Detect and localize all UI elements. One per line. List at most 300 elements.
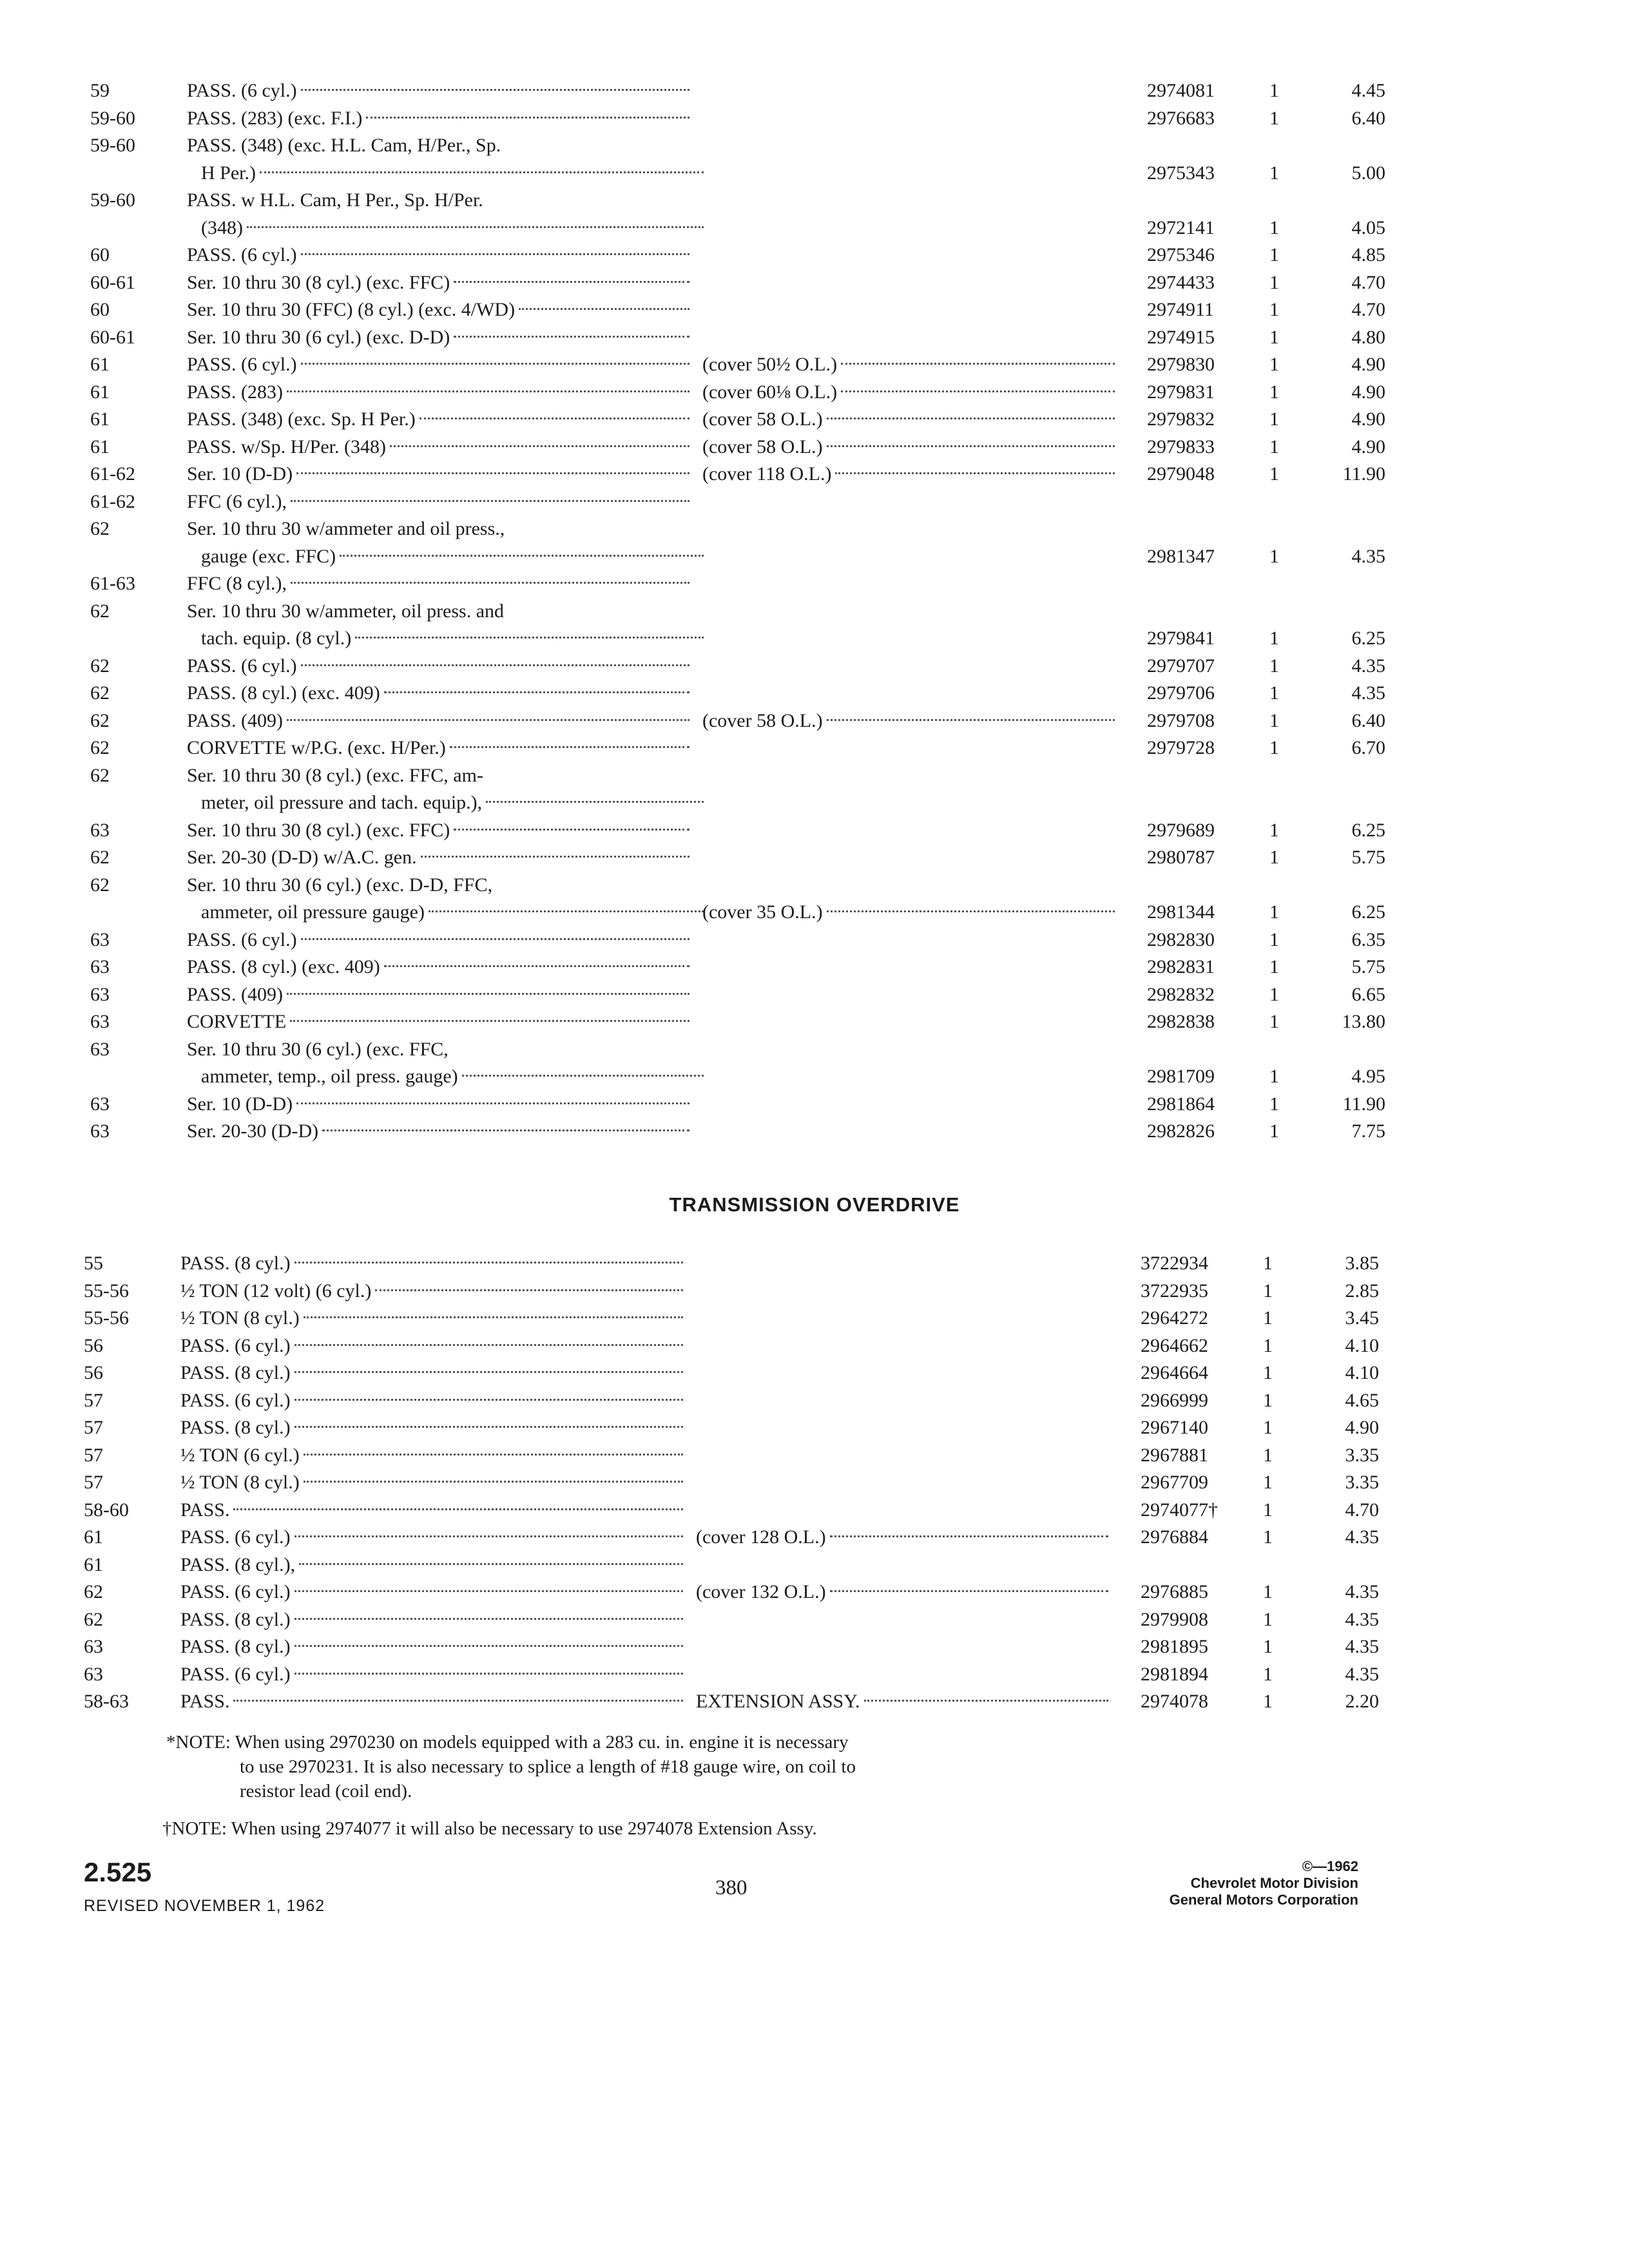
cover-spec: [709, 653, 1121, 655]
quantity: 1: [1263, 1389, 1273, 1411]
dot-leader: [366, 117, 689, 119]
publisher-block: [1170, 1858, 1358, 1908]
table-row: [90, 379, 1629, 407]
table-row: [90, 762, 1629, 817]
cover-spec: [709, 844, 1121, 846]
overdrive-parts-table: [84, 1250, 1629, 1740]
cover-spec: [702, 1360, 1115, 1361]
list-price: 4.90: [1351, 381, 1385, 403]
dot-leader: [384, 965, 689, 967]
model-description-text: PASS. (8 cyl.): [180, 1362, 291, 1383]
dot-leader: [294, 1590, 683, 1592]
cover-spec-text: (cover 50½ O.L.): [702, 354, 838, 375]
quantity: 1: [1269, 709, 1279, 731]
publisher-division: Chevrolet Motor Division: [1190, 1875, 1358, 1891]
part-number: 2976885: [1141, 1581, 1208, 1602]
dot-leader: [301, 938, 689, 940]
quantity: 1: [1263, 1499, 1273, 1521]
part-number: 2967881: [1141, 1444, 1208, 1466]
year-range: 62: [90, 518, 110, 539]
cover-spec: [702, 899, 1115, 926]
part-number: 2979689: [1147, 819, 1215, 841]
part-number: 2974081: [1147, 80, 1215, 101]
dot-leader: [294, 1618, 683, 1620]
part-number: 2979708: [1147, 709, 1215, 731]
table-row: [90, 434, 1629, 461]
model-description-text: Ser. 10 (D-D): [187, 1093, 293, 1115]
table-row: [84, 1497, 1629, 1524]
model-description-text: ammeter, oil pressure gauge): [201, 901, 425, 923]
quantity: 1: [1269, 1093, 1279, 1115]
dot-leader: [294, 1344, 683, 1346]
model-description-text: ½ TON (8 cyl.): [180, 1472, 300, 1493]
model-description-text: PASS. (348) (exc. Sp. H Per.): [187, 408, 416, 430]
model-description: [187, 680, 689, 707]
dot-leader: [450, 746, 689, 748]
note-line: resistor lead (coil end).: [240, 1781, 412, 1802]
model-description: [187, 1008, 689, 1035]
dot-leader: [294, 1262, 683, 1264]
table-row: [90, 598, 1629, 653]
cover-spec: [702, 1497, 1115, 1499]
model-description: Ser. 10 thru 30 w/ammeter, oil press. and: [187, 600, 505, 622]
part-number: 2964272: [1141, 1307, 1208, 1329]
table-row: [90, 132, 1629, 187]
year-range: 62: [90, 847, 110, 868]
model-description: [187, 351, 689, 378]
part-number: 2981894: [1141, 1663, 1208, 1685]
quantity: 1: [1269, 545, 1279, 567]
cover-spec: [702, 1469, 1115, 1471]
model-description-text: PASS. w/Sp. H/Per. (348): [187, 436, 386, 457]
cover-spec-text: (cover 35 O.L.): [702, 901, 823, 923]
table-row: [84, 1414, 1629, 1442]
model-description: [180, 1606, 683, 1633]
quantity: 1: [1263, 1636, 1273, 1657]
model-description: [180, 1469, 683, 1496]
quantity: 1: [1269, 1011, 1279, 1032]
cover-spec: [709, 1091, 1121, 1093]
year-range: 55: [84, 1253, 103, 1274]
model-description: [187, 379, 689, 406]
table-row: [84, 1360, 1629, 1387]
dot-leader: [841, 363, 1115, 365]
model-description: [187, 296, 689, 323]
year-range: 60: [90, 244, 110, 265]
model-description: [201, 789, 704, 816]
quantity: 1: [1263, 1280, 1273, 1302]
dot-leader: [247, 226, 704, 228]
model-description: [201, 1063, 704, 1090]
model-description: [187, 406, 689, 433]
list-price: 4.05: [1351, 216, 1385, 238]
year-range: 59-60: [90, 189, 135, 211]
quantity: 1: [1269, 928, 1279, 950]
table-row: [90, 406, 1629, 434]
list-price: 4.90: [1351, 408, 1385, 430]
quantity: 1: [1269, 956, 1279, 977]
part-number: 2979707: [1147, 655, 1215, 677]
model-description: [187, 1118, 689, 1145]
model-description-text: PASS. (8 cyl.),: [180, 1553, 296, 1575]
copyright: ©—1962: [1302, 1858, 1358, 1874]
list-price: 4.90: [1345, 1417, 1379, 1438]
part-number: 2967140: [1141, 1417, 1208, 1438]
year-range: 62: [90, 709, 110, 731]
table-row: [90, 296, 1629, 324]
dot-leader: [384, 691, 689, 693]
dot-leader: [233, 1700, 683, 1702]
model-description-text: PASS. (8 cyl.) (exc. 409): [187, 682, 380, 704]
model-description: [187, 461, 689, 488]
year-range: 63: [90, 956, 110, 977]
quantity: 1: [1263, 1581, 1273, 1602]
year-range: 61-63: [90, 573, 135, 594]
cover-spec: [709, 735, 1121, 736]
list-price: 4.10: [1345, 1362, 1379, 1383]
dot-leader: [233, 1508, 683, 1510]
model-description: [187, 488, 689, 515]
table-row: [90, 1036, 1629, 1091]
year-range: 59-60: [90, 107, 135, 129]
dot-leader: [291, 500, 689, 502]
quantity: 1: [1263, 1417, 1273, 1438]
year-range: 58-63: [84, 1691, 129, 1712]
table-row: [84, 1688, 1629, 1716]
year-range: 60: [90, 299, 110, 320]
year-range: 62: [90, 682, 110, 704]
year-range: 62: [84, 1608, 103, 1630]
part-number: 2976884: [1141, 1526, 1208, 1548]
model-description: [180, 1360, 683, 1387]
part-number: 2974915: [1147, 326, 1215, 348]
model-description-text: CORVETTE w/P.G. (exc. H/Per.): [187, 737, 446, 758]
list-price: 11.90: [1342, 463, 1385, 485]
model-description: [180, 1524, 683, 1551]
cover-spec: [702, 406, 1115, 433]
year-range: 61-62: [90, 490, 135, 512]
dot-leader: [375, 1289, 683, 1291]
table-row: [84, 1250, 1629, 1278]
quantity: 1: [1263, 1608, 1273, 1630]
cover-spec: [709, 625, 1121, 627]
dot-leader: [830, 1535, 1108, 1537]
list-price: 5.75: [1351, 847, 1385, 868]
model-description-text: Ser. 10 thru 30 (8 cyl.) (exc. FFC): [187, 819, 450, 841]
section-title: TRANSMISSION OVERDRIVE: [669, 1193, 960, 1216]
cover-spec: [709, 105, 1121, 107]
table-row: [90, 707, 1629, 735]
cover-spec-text: (cover 58 O.L.): [702, 436, 823, 457]
quantity: 1: [1269, 381, 1279, 403]
revised-date: REVISED NOVEMBER 1, 1962: [84, 1897, 325, 1915]
year-range: 60-61: [90, 271, 135, 293]
list-price: 6.65: [1351, 983, 1385, 1005]
table-row: [90, 77, 1629, 105]
model-description-text: PASS. (283): [187, 381, 283, 403]
table-row: [84, 1633, 1629, 1661]
model-description: Ser. 10 thru 30 w/ammeter and oil press.,: [187, 518, 505, 539]
dot-leader: [301, 89, 689, 91]
model-description: [180, 1332, 683, 1360]
quantity: 1: [1269, 847, 1279, 868]
dot-leader: [355, 637, 704, 639]
cover-spec-text: (cover 118 O.L.): [702, 463, 832, 485]
part-number: 2966999: [1141, 1389, 1208, 1411]
page-number: 380: [715, 1876, 747, 1899]
model-description-text: PASS. (6 cyl.): [180, 1581, 291, 1602]
dot-leader: [429, 910, 704, 912]
year-range: 56: [84, 1362, 103, 1383]
year-range: 55-56: [84, 1307, 129, 1329]
model-description: [180, 1633, 683, 1660]
year-range: 63: [90, 1093, 110, 1115]
table-row: [84, 1579, 1629, 1606]
table-row: [84, 1552, 1629, 1579]
dot-leader: [287, 993, 689, 995]
cover-spec: [702, 1442, 1115, 1444]
list-price: 4.85: [1351, 244, 1385, 265]
model-description: [180, 1497, 683, 1524]
dot-leader: [827, 719, 1115, 721]
dot-leader: [454, 281, 689, 283]
model-description: [180, 1387, 683, 1414]
list-price: 4.35: [1345, 1526, 1379, 1548]
part-number: 2979706: [1147, 682, 1215, 704]
quantity: 1: [1263, 1444, 1273, 1466]
model-description-text: PASS. (8 cyl.) (exc. 409): [187, 956, 380, 977]
dot-leader: [296, 472, 689, 474]
model-description-text: PASS. (6 cyl.): [180, 1389, 291, 1411]
dot-leader: [390, 445, 689, 447]
cover-spec: [702, 1633, 1115, 1635]
model-description: [187, 269, 689, 296]
table-row: [90, 735, 1629, 762]
part-number: 2982826: [1147, 1120, 1215, 1142]
cover-spec-text: EXTENSION ASSY.: [696, 1691, 860, 1712]
list-price: 4.35: [1345, 1581, 1379, 1602]
year-range: 61: [84, 1553, 103, 1575]
year-range: 57: [84, 1417, 103, 1438]
dot-leader: [291, 582, 689, 584]
model-description: [187, 817, 689, 844]
table-row: [90, 1091, 1629, 1119]
model-description: [180, 1442, 683, 1469]
part-number: 2979048: [1147, 463, 1215, 485]
cover-spec: [702, 1332, 1115, 1334]
quantity: 1: [1269, 682, 1279, 704]
model-description: [187, 1091, 689, 1118]
model-description-text: Ser. 10 thru 30 (FFC) (8 cyl.) (exc. 4/WD): [187, 299, 516, 320]
part-number: 2976683: [1147, 107, 1215, 129]
table-row: [90, 954, 1629, 981]
year-range: 61: [90, 354, 110, 375]
part-number: 2979831: [1147, 381, 1215, 403]
quantity: 1: [1269, 1066, 1279, 1087]
model-description-text: PASS. (6 cyl.): [180, 1334, 291, 1356]
cover-spec: [709, 680, 1121, 682]
dot-leader: [421, 856, 689, 858]
speedometer-parts-table: [90, 77, 1629, 1173]
model-description: [187, 981, 689, 1008]
dot-leader: [322, 1129, 689, 1131]
list-price: 6.40: [1351, 709, 1385, 731]
list-price: 6.25: [1351, 819, 1385, 841]
part-number: 2964662: [1141, 1334, 1208, 1356]
note-line: to use 2970231. It is also necessary to splice a length of #18 gauge wire, on coil to: [240, 1756, 856, 1777]
quantity: 1: [1269, 655, 1279, 677]
cover-spec-text: (cover 60⅛ O.L.): [702, 381, 838, 403]
dot-leader: [294, 1673, 683, 1675]
year-range: 56: [84, 1334, 103, 1356]
model-description: [180, 1278, 683, 1305]
model-description-text: PASS. (6 cyl.): [187, 928, 297, 950]
part-number: 2982832: [1147, 983, 1215, 1005]
table-row: [84, 1387, 1629, 1415]
list-price: 4.35: [1351, 682, 1385, 704]
cover-spec: [702, 1250, 1115, 1252]
table-row: [90, 680, 1629, 707]
list-price: 2.20: [1345, 1691, 1379, 1712]
year-range: 63: [84, 1636, 103, 1657]
cover-spec: [702, 707, 1115, 735]
model-description: PASS. (348) (exc. H.L. Cam, H/Per., Sp.: [187, 135, 501, 156]
cover-spec: [696, 1524, 1108, 1551]
list-price: 5.75: [1351, 956, 1385, 977]
quantity: 1: [1269, 737, 1279, 758]
year-range: 63: [90, 983, 110, 1005]
part-number: 2974911: [1147, 299, 1214, 320]
list-price: 6.40: [1351, 107, 1385, 129]
quantity: 1: [1269, 436, 1279, 457]
model-description: [180, 1414, 683, 1441]
cover-spec: [696, 1579, 1108, 1606]
part-number: 3722935: [1141, 1280, 1208, 1302]
model-description-text: PASS. (8 cyl.): [180, 1417, 291, 1438]
model-description-text: PASS. (6 cyl.): [187, 354, 297, 375]
year-range: 62: [84, 1581, 103, 1602]
dot-leader: [287, 719, 689, 721]
dot-leader: [294, 1535, 683, 1537]
dot-leader: [301, 664, 689, 666]
cover-spec: [709, 981, 1121, 983]
table-row: [90, 653, 1629, 680]
dot-leader: [287, 390, 689, 392]
cover-spec: [709, 215, 1121, 216]
cover-spec-text: (cover 58 O.L.): [702, 408, 823, 430]
table-row: [90, 187, 1629, 242]
table-row: [90, 242, 1629, 269]
list-price: 3.45: [1345, 1307, 1379, 1329]
dot-leader: [841, 390, 1115, 392]
model-description-text: tach. equip. (8 cyl.): [201, 628, 352, 649]
model-description-text: FFC (6 cyl.),: [187, 490, 287, 512]
dot-leader: [827, 418, 1115, 419]
year-range: 61: [90, 408, 110, 430]
year-range: 60-61: [90, 326, 135, 348]
quantity: 1: [1269, 326, 1279, 348]
part-number: 2974078: [1141, 1691, 1208, 1712]
cover-spec: [702, 434, 1115, 461]
quantity: 1: [1269, 819, 1279, 841]
year-range: 61: [90, 381, 110, 403]
list-price: 4.65: [1345, 1389, 1379, 1411]
model-description-text: PASS.: [180, 1691, 230, 1712]
quantity: 1: [1269, 628, 1279, 649]
table-row: [90, 351, 1629, 379]
table-row: [84, 1332, 1629, 1360]
part-number: 2979728: [1147, 737, 1215, 758]
year-range: 59: [90, 80, 110, 101]
list-price: 13.80: [1342, 1011, 1385, 1032]
note-dagger: †NOTE: When using 2974077 it will also be necessary to use 2974078 Extension Assy.: [162, 1818, 817, 1839]
model-description-text: PASS. (6 cyl.): [180, 1663, 291, 1685]
model-description: [187, 77, 689, 104]
cover-spec: [702, 461, 1115, 488]
table-row: [90, 1118, 1629, 1146]
quantity: 1: [1263, 1362, 1273, 1383]
list-price: 4.35: [1345, 1636, 1379, 1657]
quantity: 1: [1263, 1663, 1273, 1685]
year-range: 62: [90, 764, 110, 786]
dot-leader: [304, 1454, 683, 1456]
cover-spec: [702, 1278, 1115, 1280]
model-description: [187, 434, 689, 461]
cover-spec-text: (cover 132 O.L.): [696, 1581, 826, 1602]
model-description: [180, 1579, 683, 1606]
part-number: 2972141: [1147, 216, 1215, 238]
part-number: 2975343: [1147, 162, 1215, 184]
model-description-text: PASS. (6 cyl.): [180, 1526, 291, 1548]
table-row: [84, 1606, 1629, 1634]
dot-leader: [835, 472, 1115, 474]
part-number: 2980787: [1147, 847, 1215, 868]
page-code: 2.525: [84, 1857, 152, 1887]
cover-spec: [709, 817, 1121, 819]
part-number: 2982831: [1147, 956, 1215, 977]
dot-leader: [486, 801, 704, 803]
model-description: [201, 543, 704, 570]
quantity: 1: [1269, 463, 1279, 485]
cover-spec: [709, 296, 1121, 298]
model-description: [180, 1305, 683, 1332]
table-row: [90, 461, 1629, 488]
list-price: 11.90: [1342, 1093, 1385, 1115]
model-description-text: (348): [201, 216, 243, 238]
dot-leader: [290, 1020, 689, 1022]
cover-spec: [702, 1414, 1115, 1416]
year-range: 62: [90, 600, 110, 622]
year-range: 63: [90, 1011, 110, 1032]
part-number: 2981344: [1147, 901, 1215, 923]
cover-spec: [709, 269, 1121, 271]
note-line: *NOTE: When using 2970230 on models equipped with a 283 cu. in. engine it is necessary: [166, 1732, 849, 1753]
year-range: 61-62: [90, 463, 135, 485]
dot-leader: [827, 445, 1115, 447]
list-price: 4.35: [1351, 545, 1385, 567]
part-number: 2981895: [1141, 1636, 1208, 1657]
model-description-text: meter, oil pressure and tach. equip.),: [201, 792, 483, 813]
cover-spec-text: (cover 58 O.L.): [702, 709, 823, 731]
dot-leader: [454, 829, 689, 831]
model-description-text: ammeter, temp., oil press. gauge): [201, 1066, 458, 1087]
list-price: 6.25: [1351, 628, 1385, 649]
year-range: 63: [90, 819, 110, 841]
model-description-text: PASS.: [180, 1499, 230, 1521]
cover-spec: [702, 1606, 1115, 1608]
list-price: 4.95: [1351, 1066, 1385, 1087]
list-price: 4.80: [1351, 326, 1385, 348]
